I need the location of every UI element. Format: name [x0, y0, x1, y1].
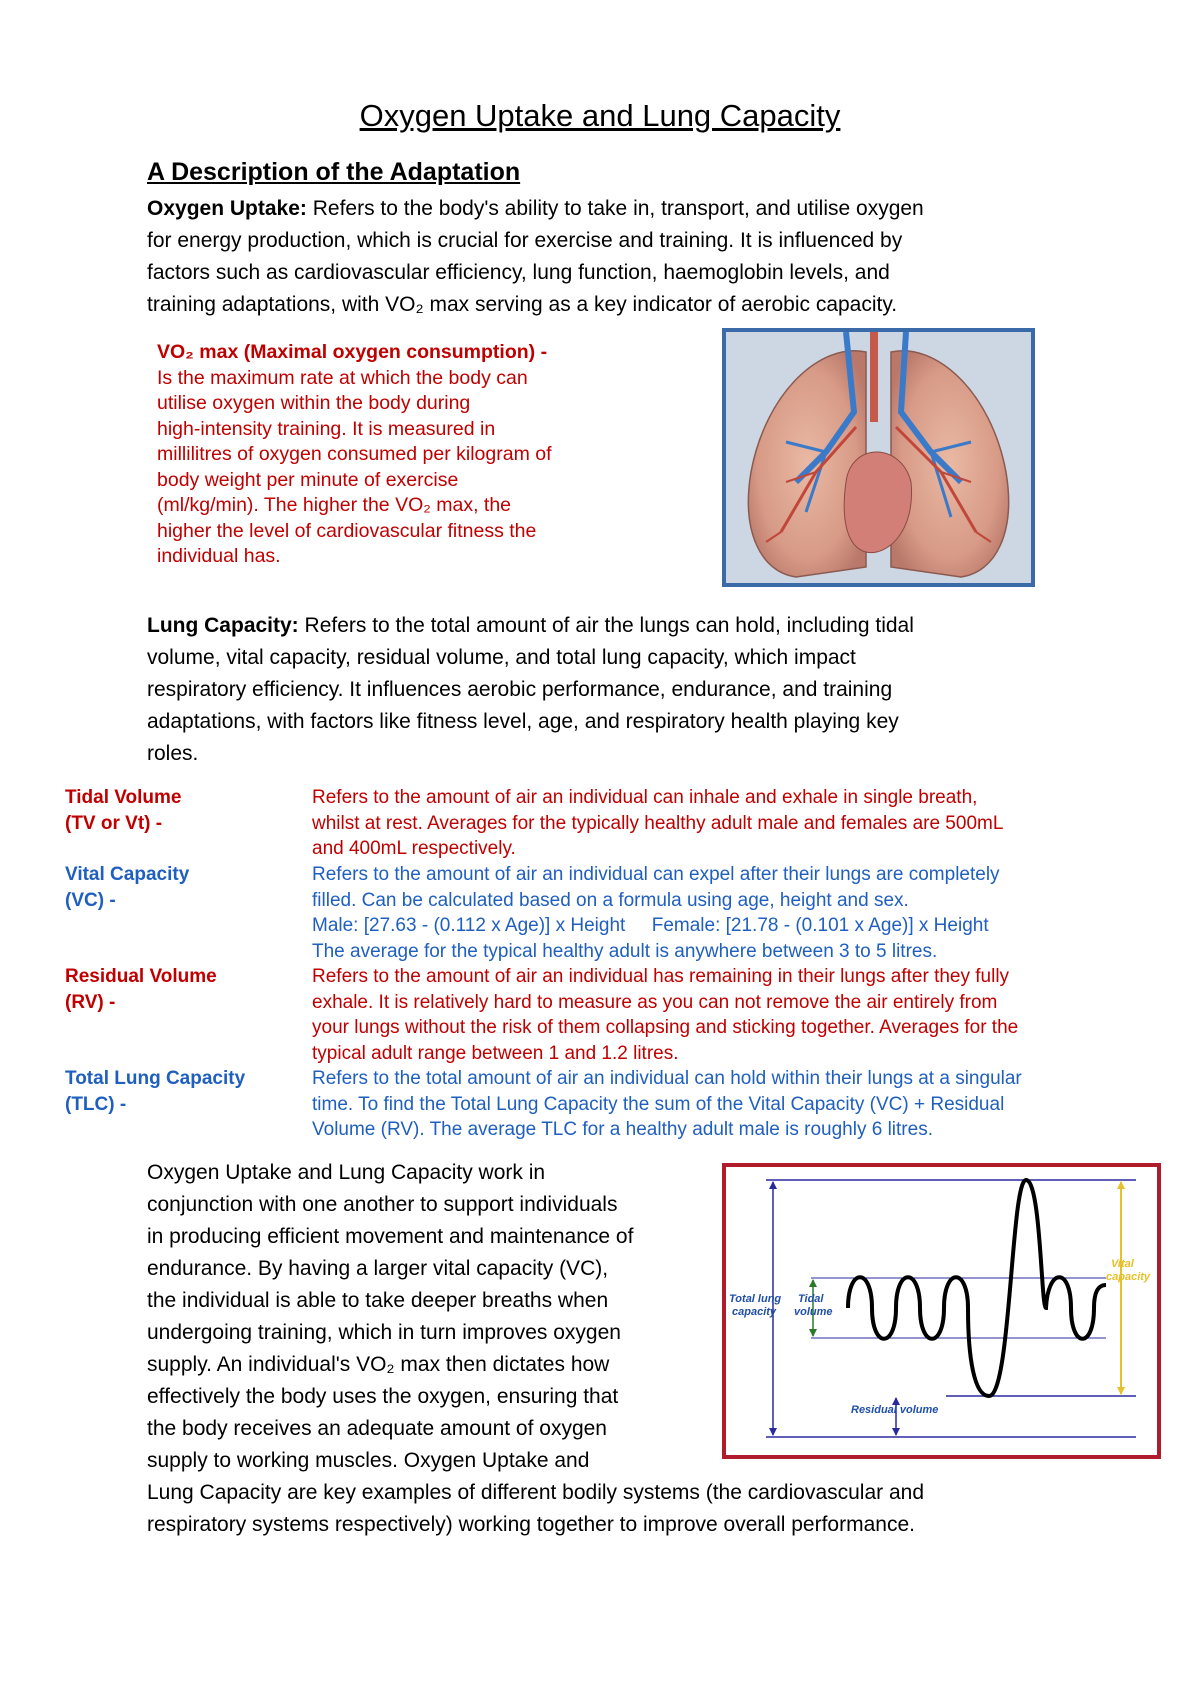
tidal-volume-label: Tidal Volume (TV or Vt) -	[65, 787, 182, 834]
total-lung-capacity-text-2: capacity	[732, 1306, 777, 1318]
lung-capacity-paragraph: Lung Capacity: Refers to the total amount of air the lungs can hold, including tidal volume, vital capacity, residual volume, and total lung capacity, which impact respiratory efficiency. It influences aerobic performance, endurance, and training adaptations, with factors like fitness level, age, and respiratory health playing key roles.	[147, 614, 914, 765]
vital-capacity-text-2: capacity	[1106, 1271, 1151, 1283]
oxygen-uptake-term: Oxygen Uptake:	[147, 197, 307, 220]
lungs-illustration	[722, 328, 1035, 587]
tidal-volume-text-2: volume	[794, 1306, 833, 1318]
tidal-volume-definition: Refers to the amount of air an individual can inhale and exhale in single breath, whilst at rest. Averages for the typically healthy adult male and females are 500mL and 400mL respectively.	[312, 787, 1004, 859]
total-lung-capacity-text-1: Total lung	[729, 1293, 782, 1305]
vital-capacity-text-1: Vital	[1111, 1258, 1134, 1270]
total-lung-capacity-label: Total Lung Capacity (TLC) -	[65, 1068, 246, 1115]
page-title: Oxygen Uptake and Lung Capacity	[359, 98, 841, 133]
vital-capacity-definition: Refers to the amount of air an individual can expel after their lungs are completely filled. Can be calculated based on a formula using age, height and sex. Male: [27.63 - (0.112 x Age)] x Height Female: [21.78 - (0.101 x Age)] x Height The average for the typical healthy adult is anywhere between 3 to 5 litres.	[312, 864, 1000, 962]
section-heading: A Description of the Adaptation	[147, 158, 521, 186]
conclusion-paragraph: Oxygen Uptake and Lung Capacity work in conjunction with one another to support individuals in producing efficient movement and maintenance of endurance. By having a larger vital capacity (VC), the individual is able to take deeper breaths when undergoing training, which in turn improves oxygen supply. An individual's VO₂ max then dictates how effectively the body uses the oxygen, ensuring that the body receives an adequate amount of oxygen supply to working muscles. Oxygen Uptake and Lung Capacity are key examples of different bodily systems (the cardiovascular and respiratory systems respectively) working together to improve overall performance.	[147, 1161, 925, 1536]
residual-volume-text: Residual volume	[851, 1404, 939, 1416]
tidal-volume-text-1: Tidal	[798, 1293, 824, 1305]
residual-volume-definition: Refers to the amount of air an individual has remaining in their lungs after they fully exhale. It is relatively hard to measure as you can not remove the air entirely from your lungs without the risk of them collapsing and sticking together. Averages for the typical adult range between 1 and 1.2 litres.	[312, 966, 1019, 1064]
vital-capacity-label: Vital Capacity (VC) -	[65, 864, 190, 911]
breathing-trace	[848, 1180, 1106, 1396]
lung-volume-diagram	[722, 1163, 1161, 1459]
vo2max-term: VO₂ max (Maximal oxygen consumption) -	[157, 341, 548, 363]
lung-volume-diagram-svg	[726, 1167, 1157, 1455]
oxygen-uptake-paragraph: Oxygen Uptake: Refers to the body's ability to take in, transport, and utilise oxygen for energy production, which is crucial for exercise and training. It is influenced by factors such as cardiovascular efficiency, lung function, haemoglobin levels, and training adaptations, with VO₂ max serving as a key indicator of aerobic capacity.	[147, 197, 924, 316]
vo2max-block: VO₂ max (Maximal oxygen consumption) - Is the maximum rate at which the body can utilise oxygen within the body during high-intensity training. It is measured in millilitres of oxygen consumed per kilogram of body weight per minute of exercise (ml/kg/min). The higher the VO₂ max, the higher the level of cardiovascular fitness the individual has.	[157, 340, 637, 570]
lung-capacity-term: Lung Capacity:	[147, 614, 299, 637]
lungs-image	[726, 332, 1031, 583]
total-lung-capacity-definition: Refers to the total amount of air an individual can hold within their lungs at a singular time. To find the Total Lung Capacity the sum of the Vital Capacity (VC) + Residual Volume (RV). The average TLC for a healthy adult male is roughly 6 litres.	[312, 1068, 1022, 1140]
residual-volume-label: Residual Volume (RV) -	[65, 966, 217, 1013]
